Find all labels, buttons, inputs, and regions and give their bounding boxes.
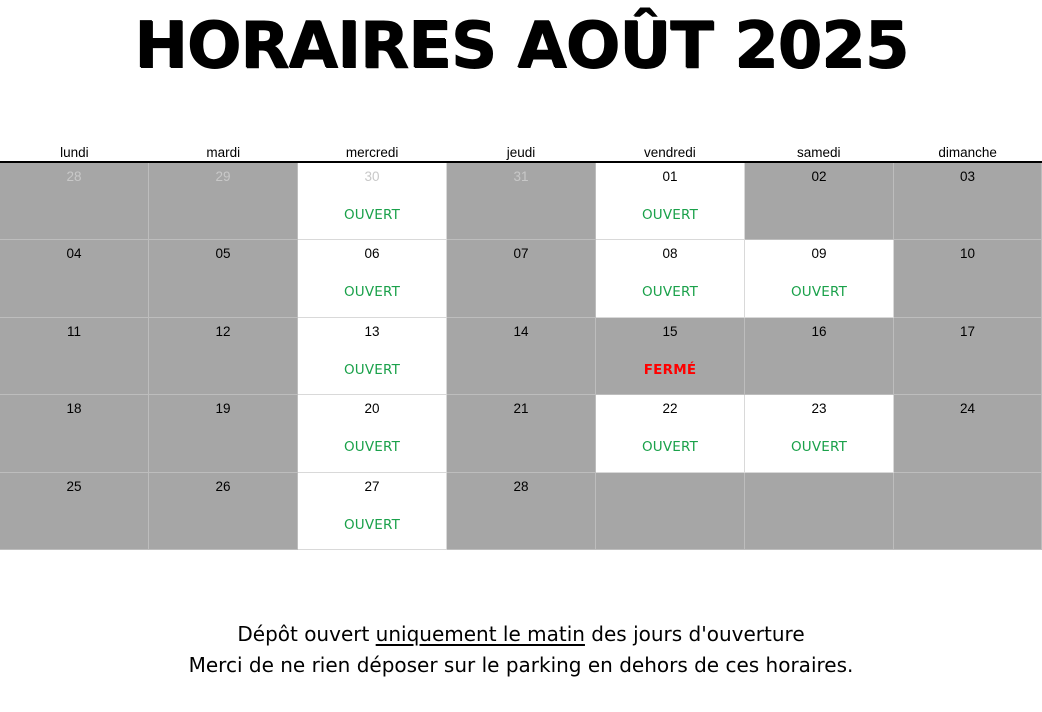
day-number: 11 — [66, 323, 81, 339]
day-number: 19 — [215, 401, 231, 417]
status-open-label: OUVERT — [343, 361, 401, 378]
day-number: 18 — [66, 401, 82, 417]
footer-line-2: Merci de ne rien déposer sur le parking en dehors de ces horaires. — [188, 653, 854, 677]
day-number: 20 — [364, 401, 380, 417]
day-number: 03 — [959, 169, 976, 184]
weekday-vendredi: vendredi — [643, 145, 696, 160]
status-closed-label: FERMÉ — [643, 361, 697, 378]
calendar-day-cell — [298, 318, 447, 395]
day-number: 27 — [364, 478, 380, 494]
weekday-dimanche: dimanche — [938, 145, 997, 160]
footer-line-1 — [0, 619, 1042, 650]
day-number: 26 — [215, 478, 231, 494]
calendar-day-cell — [894, 240, 1042, 317]
calendar-day-cell — [0, 318, 149, 395]
status-open-label: OUVERT — [790, 284, 848, 301]
day-number: 17 — [959, 323, 976, 339]
calendar-day-cell — [447, 395, 596, 472]
status-open-label: OUVERT — [641, 284, 699, 301]
weekday-samedi: samedi — [796, 145, 841, 160]
calendar-day-cell — [298, 473, 447, 550]
calendar-day-cell — [596, 395, 745, 472]
day-number: 15 — [662, 323, 678, 339]
day-number: 10 — [959, 246, 976, 262]
footer-line-1-start: Dépôt ouvert — [237, 622, 376, 646]
calendar-day-cell — [596, 240, 745, 317]
calendar-grid — [0, 163, 1042, 550]
calendar-day-cell — [745, 240, 894, 317]
day-number: 30 — [364, 169, 380, 184]
weekday-mercredi: mercredi — [345, 145, 399, 160]
day-number: 22 — [662, 401, 678, 417]
calendar-day-cell — [894, 395, 1042, 472]
footer-line-1-end: des jours d'ouverture — [584, 622, 805, 646]
calendar-day-cell — [447, 240, 596, 317]
calendar-day-cell — [0, 163, 149, 240]
weekday-jeudi: jeudi — [506, 145, 536, 160]
calendar-day-cell — [0, 240, 149, 317]
calendar-day-cell — [596, 473, 745, 550]
status-open-label: OUVERT — [343, 207, 401, 223]
status-open-label: OUVERT — [790, 439, 848, 456]
calendar-day-cell — [894, 318, 1042, 395]
day-number: 14 — [513, 323, 529, 339]
weekday-header — [0, 144, 1042, 162]
status-open-label: OUVERT — [343, 284, 401, 301]
calendar-day-cell — [745, 473, 894, 550]
day-number: 24 — [959, 401, 976, 417]
day-number: 05 — [215, 246, 231, 262]
day-number: 16 — [811, 323, 827, 339]
status-open-label: OUVERT — [641, 439, 699, 456]
day-number: 31 — [513, 169, 529, 184]
page-title: HORAIRES AOÛT 2025 — [134, 9, 908, 83]
day-number: 28 — [66, 169, 82, 184]
day-number: 13 — [364, 323, 380, 339]
day-number: 04 — [66, 246, 82, 262]
calendar-day-cell — [745, 163, 894, 240]
footer-line-1-underlined: uniquement le matin — [375, 622, 585, 646]
day-number: 01 — [662, 169, 678, 184]
calendar-day-cell — [298, 240, 447, 317]
day-number: 28 — [513, 478, 529, 494]
day-number: 23 — [811, 401, 827, 417]
calendar-day-cell — [149, 163, 298, 240]
day-number: 21 — [513, 401, 529, 417]
calendar-day-cell — [298, 163, 447, 240]
status-open-label: OUVERT — [343, 516, 401, 533]
weekday-mardi: mardi — [206, 145, 241, 160]
day-number: 09 — [811, 246, 827, 262]
calendar-day-cell — [149, 395, 298, 472]
calendar-day-cell — [596, 163, 745, 240]
day-number: 08 — [662, 246, 678, 262]
status-open-label: OUVERT — [641, 207, 699, 223]
day-number: 25 — [66, 478, 82, 494]
day-number: 07 — [513, 246, 529, 262]
weekday-lundi: lundi — [60, 145, 89, 160]
status-open-label: OUVERT — [343, 439, 401, 456]
calendar-day-cell — [0, 395, 149, 472]
calendar-day-cell — [447, 318, 596, 395]
day-number: 29 — [215, 169, 231, 184]
calendar-day-cell — [447, 473, 596, 550]
calendar-day-cell — [894, 473, 1042, 550]
calendar-day-cell — [596, 318, 745, 395]
calendar-day-cell — [447, 163, 596, 240]
calendar-day-cell — [745, 395, 894, 472]
day-number: 12 — [215, 323, 231, 339]
calendar-day-cell — [745, 318, 894, 395]
calendar-day-cell — [298, 395, 447, 472]
calendar-day-cell — [894, 163, 1042, 240]
footer-note — [0, 619, 1042, 681]
calendar-day-cell — [149, 240, 298, 317]
calendar-day-cell — [149, 318, 298, 395]
day-number: 06 — [364, 246, 380, 262]
calendar-day-cell — [0, 473, 149, 550]
calendar-day-cell — [149, 473, 298, 550]
day-number: 02 — [811, 169, 827, 184]
